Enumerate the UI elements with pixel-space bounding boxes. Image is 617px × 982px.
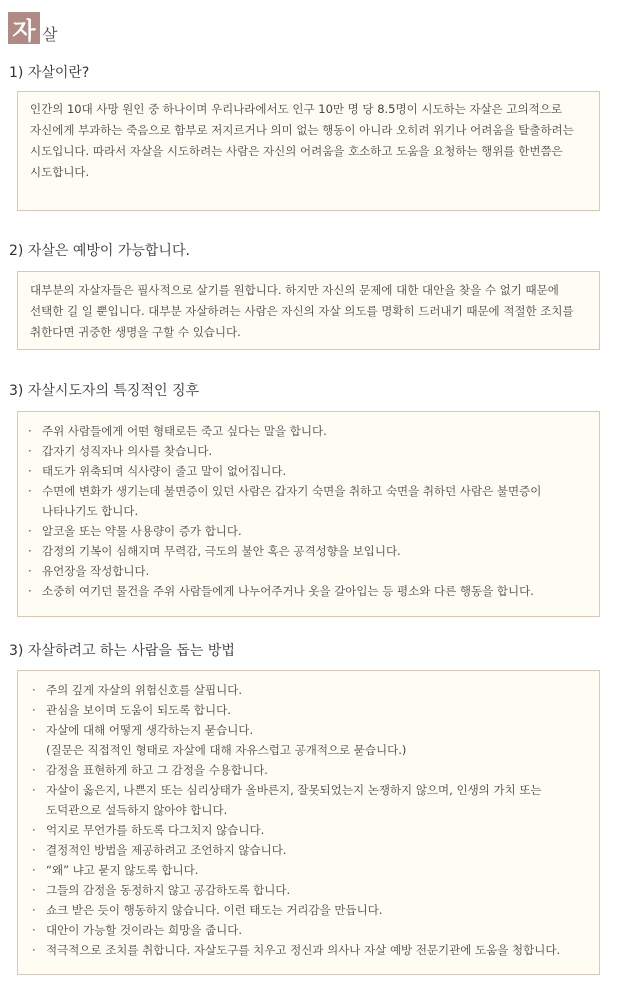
section-heading-prevention: 2) 자살은 예방이 가능합니다. bbox=[9, 243, 190, 259]
list-item: · “왜” 냐고 묻지 않도록 합니다. bbox=[30, 860, 591, 880]
list-item: · 주의 깊게 자살의 위험신호를 살핍니다. bbox=[30, 680, 591, 700]
section-box-help bbox=[17, 670, 600, 975]
list-item: · 수면에 변화가 생기는데 불면증이 있던 사람은 갑자기 숙면을 취하고 숙면을 취하던 사람은 불면증이 나타나기도 합니다. bbox=[26, 481, 589, 521]
section-paragraph: 인간의 10대 사망 원인 중 하나이며 우리나라에서도 인구 10만 명 당 8.5명이 시도하는 자살은 고의적으로 자신에게 부과하는 죽음으로 함부로 저지르거나 의미 없는 행동이 아니라 오히려 위기나 어려움을 탈출하려는 시도입니다. 따라서 자살을 시도하려는 사람은 자신의 어려움을 호소하고 도움을 요청하는 행위를 한번쯤은 시도합니다. bbox=[30, 102, 574, 179]
list-item: · 소중히 여기던 물건을 주위 사람들에게 나누어주거나 옷을 갈아입는 등 평소와 다른 행동을 합니다. bbox=[26, 581, 589, 601]
section-heading-signs: 3) 자살시도자의 특징적인 징후 bbox=[9, 383, 200, 399]
list-item: · 쇼크 받은 듯이 행동하지 않습니다. 이런 태도는 거리감을 만듭니다. bbox=[30, 900, 591, 920]
section-box-what-is bbox=[17, 91, 600, 211]
signs-list bbox=[26, 421, 589, 601]
section-heading-what-is: 1) 자살이란? bbox=[9, 65, 90, 81]
list-item: · 감정의 기복이 심해지며 무력감, 극도의 불안 혹은 공격성향을 보입니다. bbox=[26, 541, 589, 561]
list-item: · 대안이 가능할 것이라는 희망을 줍니다. bbox=[30, 920, 591, 940]
section-heading-help: 3) 자살하려고 하는 사람을 돕는 방법 bbox=[9, 643, 235, 659]
list-item: · 관심을 보이며 도움이 되도록 합니다. bbox=[30, 700, 591, 720]
list-item: · 알코올 또는 약물 사용량이 증가 합니다. bbox=[26, 521, 589, 541]
list-item: · 유언장을 작성합니다. bbox=[26, 561, 589, 581]
title-badge: 자 bbox=[8, 12, 40, 44]
list-item: · 결정적인 방법을 제공하려고 조언하지 않습니다. bbox=[30, 840, 591, 860]
list-item: · 자살에 대해 어떻게 생각하는지 묻습니다. bbox=[30, 720, 591, 740]
title-rest: 살 bbox=[42, 25, 58, 44]
help-list bbox=[30, 680, 591, 960]
section-paragraph: 대부분의 자살자들은 필사적으로 살기를 원합니다. 하지만 자신의 문제에 대한 대안을 찾을 수 없기 때문에 선택한 길 일 뿐입니다. 대부분 자살하려는 사람은 자신의 자살 의도를 명확히 드러내기 때문에 적절한 조치를 취한다면 귀중한 생명을 구할 수 있습니다. bbox=[30, 283, 574, 339]
list-item: · 태도가 위축되며 식사량이 줄고 말이 없어집니다. bbox=[26, 461, 589, 481]
list-item: · 억지로 무언가를 하도록 다그치지 않습니다. bbox=[30, 820, 591, 840]
section-box-prevention bbox=[17, 271, 600, 350]
section-box-signs bbox=[17, 411, 600, 617]
list-item-note: (질문은 직접적인 형태로 자살에 대해 자유스럽고 공개적으로 묻습니다.) bbox=[46, 743, 407, 757]
list-item: · 자살이 옳은지, 나쁜지 또는 심리상태가 올바른지, 잘못되었는지 논쟁하지 않으며, 인생의 가치 또는 도덕관으로 설득하지 않아야 합니다. bbox=[30, 780, 591, 820]
list-item: · 갑자기 성직자나 의사를 찾습니다. bbox=[26, 441, 589, 461]
list-item: · 적극적으로 조치를 취합니다. 자살도구를 치우고 정신과 의사나 자살 예방 전문기관에 도움을 청합니다. bbox=[30, 940, 591, 960]
list-item: · 주위 사람들에게 어떤 형태로든 죽고 싶다는 말을 합니다. bbox=[26, 421, 589, 441]
list-item: · 그들의 감정을 동정하지 않고 공감하도록 합니다. bbox=[30, 880, 591, 900]
page-title bbox=[8, 10, 57, 44]
list-item: · 감정을 표현하게 하고 그 감정을 수용합니다. bbox=[30, 760, 591, 780]
